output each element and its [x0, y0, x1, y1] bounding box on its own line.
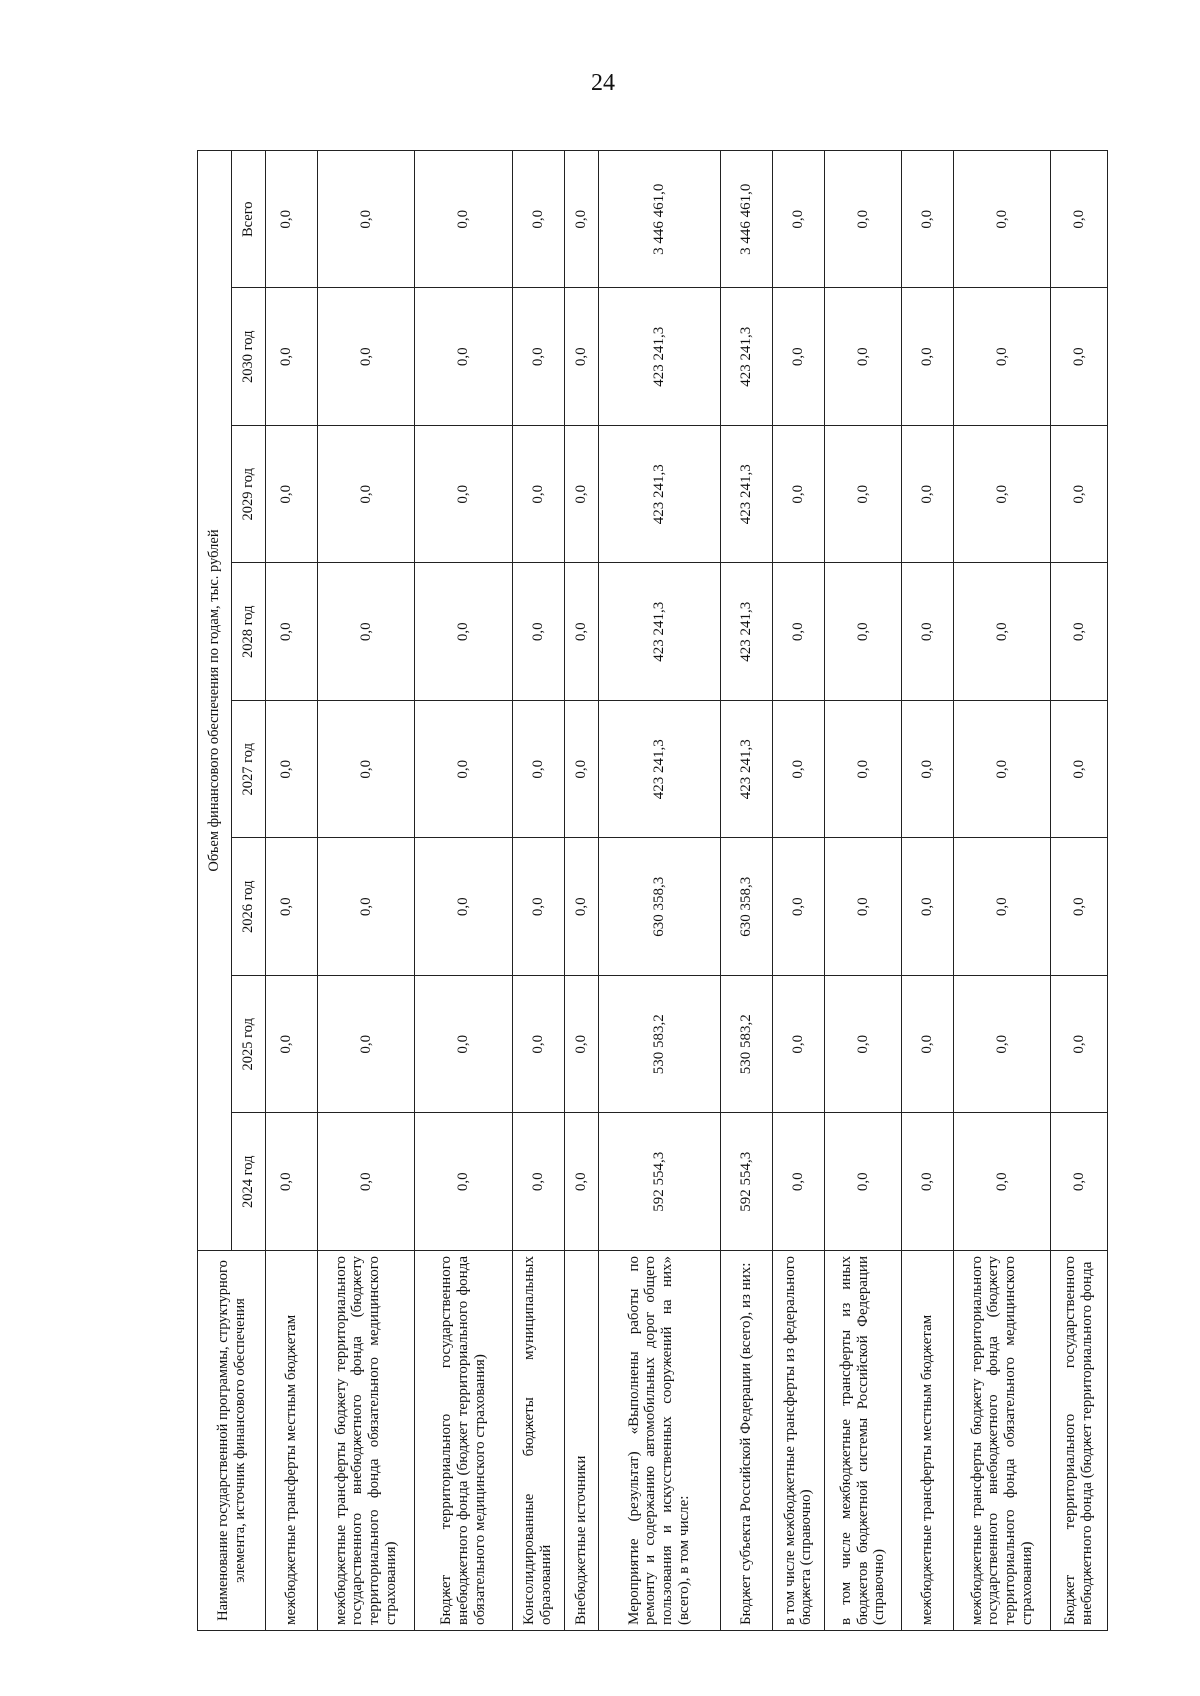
row-value: 530 583,2	[598, 976, 720, 1114]
row-value: 0,0	[266, 701, 318, 839]
row-value: 423 241,3	[598, 426, 720, 564]
row-value: 0,0	[824, 150, 901, 288]
row-value: 423 241,3	[598, 701, 720, 839]
row-value: 0,0	[772, 563, 824, 701]
table-row	[824, 150, 901, 1630]
header-year-2028: 2028 год	[232, 563, 266, 701]
table-row	[318, 150, 415, 1630]
row-name: межбюджетные трансферты бюджету территориального государственного внебюджетного фонда (бюджету территориального фонда обязательного медицинского страхования)	[953, 1251, 1050, 1631]
table-row	[415, 150, 512, 1630]
row-value: 0,0	[415, 563, 512, 701]
row-value: 0,0	[953, 1113, 1050, 1251]
table-row	[1051, 150, 1108, 1630]
row-name: Бюджет территориального государственного внебюджетного фонда (бюджет территориального фонда обязательного медицинского страхования)	[415, 1251, 512, 1631]
row-value: 0,0	[824, 288, 901, 426]
row-value: 0,0	[953, 288, 1050, 426]
row-name: в том числе межбюджетные трансферты из иных бюджетов бюджетной системы Российской Федерации (справочно)	[824, 1251, 901, 1631]
row-value: 0,0	[1051, 288, 1108, 426]
row-value: 0,0	[1051, 1113, 1108, 1251]
row-value: 0,0	[318, 150, 415, 288]
table-row	[772, 150, 824, 1630]
row-value: 0,0	[1051, 701, 1108, 839]
row-value: 0,0	[772, 150, 824, 288]
row-value: 0,0	[512, 150, 564, 288]
row-value: 3 446 461,0	[598, 150, 720, 288]
row-value: 3 446 461,0	[720, 150, 772, 288]
header-year-2025: 2025 год	[232, 976, 266, 1114]
row-name: Консолидированные бюджеты муниципальных образований	[512, 1251, 564, 1631]
header-name-column: Наименование государственной программы, структурного элемента, источник финансового обеспечения	[198, 1251, 266, 1631]
row-value: 0,0	[772, 701, 824, 839]
rotated-table-wrapper	[197, 151, 1108, 1631]
row-value: 0,0	[318, 426, 415, 564]
row-name: межбюджетные трансферты местным бюджетам	[901, 1251, 953, 1631]
row-value: 0,0	[266, 563, 318, 701]
row-value: 0,0	[953, 150, 1050, 288]
row-value: 630 358,3	[598, 838, 720, 976]
row-value: 0,0	[512, 426, 564, 564]
row-value: 0,0	[564, 563, 598, 701]
row-value: 592 554,3	[720, 1113, 772, 1251]
row-value: 0,0	[415, 150, 512, 288]
header-year-2026: 2026 год	[232, 838, 266, 976]
row-value: 423 241,3	[720, 426, 772, 564]
row-value: 0,0	[564, 288, 598, 426]
row-value: 630 358,3	[720, 838, 772, 976]
row-value: 0,0	[953, 976, 1050, 1114]
header-year-2027: 2027 год	[232, 701, 266, 839]
row-value: 0,0	[415, 288, 512, 426]
row-value: 0,0	[824, 563, 901, 701]
header-volume-title: Объем финансового обеспечения по годам, тыс. рублей	[198, 150, 232, 1250]
row-value: 0,0	[564, 838, 598, 976]
row-value: 592 554,3	[598, 1113, 720, 1251]
row-value: 0,0	[266, 288, 318, 426]
row-value: 0,0	[318, 563, 415, 701]
row-value: 0,0	[266, 426, 318, 564]
row-value: 0,0	[564, 976, 598, 1114]
row-value: 423 241,3	[720, 288, 772, 426]
row-value: 0,0	[415, 1113, 512, 1251]
row-value: 0,0	[564, 701, 598, 839]
row-value: 423 241,3	[598, 563, 720, 701]
table-row	[266, 150, 318, 1630]
row-value: 0,0	[512, 563, 564, 701]
row-value: 0,0	[901, 426, 953, 564]
row-value: 0,0	[318, 976, 415, 1114]
row-name: межбюджетные трансферты бюджету территориального государственного внебюджетного фонда (бюджету территориального фонда обязательного медицинского страхования)	[318, 1251, 415, 1631]
row-value: 0,0	[266, 838, 318, 976]
row-value: 530 583,2	[720, 976, 772, 1114]
row-value: 0,0	[1051, 838, 1108, 976]
header-year-2030: 2030 год	[232, 288, 266, 426]
row-value: 0,0	[772, 1113, 824, 1251]
row-value: 0,0	[415, 701, 512, 839]
row-value: 0,0	[318, 288, 415, 426]
row-value: 0,0	[953, 426, 1050, 564]
row-value: 0,0	[824, 426, 901, 564]
row-name: в том числе межбюджетные трансферты из федерального бюджета (справочно)	[772, 1251, 824, 1631]
header-year-2024: 2024 год	[232, 1113, 266, 1251]
row-value: 0,0	[824, 701, 901, 839]
row-value: 423 241,3	[598, 288, 720, 426]
header-total: Всего	[232, 150, 266, 288]
row-value: 0,0	[318, 701, 415, 839]
row-value: 0,0	[772, 838, 824, 976]
row-value: 0,0	[824, 838, 901, 976]
row-value: 0,0	[512, 1113, 564, 1251]
row-value: 0,0	[266, 1113, 318, 1251]
row-value: 0,0	[1051, 150, 1108, 288]
row-name: Внебюджетные источники	[564, 1251, 598, 1631]
row-value: 0,0	[901, 1113, 953, 1251]
table-row	[598, 150, 720, 1630]
row-value: 0,0	[824, 976, 901, 1114]
table-row	[901, 150, 953, 1630]
row-value: 0,0	[415, 426, 512, 564]
row-name: межбюджетные трансферты местным бюджетам	[266, 1251, 318, 1631]
row-value: 0,0	[901, 701, 953, 839]
table-body	[266, 150, 1108, 1630]
row-value: 0,0	[318, 1113, 415, 1251]
table-row	[512, 150, 564, 1630]
row-value: 0,0	[512, 701, 564, 839]
row-value: 0,0	[1051, 563, 1108, 701]
row-value: 423 241,3	[720, 563, 772, 701]
row-value: 0,0	[953, 838, 1050, 976]
row-value: 0,0	[564, 1113, 598, 1251]
row-value: 423 241,3	[720, 701, 772, 839]
row-name: Бюджет субъекта Российской Федерации (всего), из них:	[720, 1251, 772, 1631]
header-year-2029: 2029 год	[232, 426, 266, 564]
row-value: 0,0	[953, 563, 1050, 701]
row-value: 0,0	[266, 150, 318, 288]
row-value: 0,0	[512, 976, 564, 1114]
row-value: 0,0	[772, 288, 824, 426]
row-value: 0,0	[512, 838, 564, 976]
table-row	[564, 150, 598, 1630]
row-value: 0,0	[415, 976, 512, 1114]
row-value: 0,0	[824, 1113, 901, 1251]
row-value: 0,0	[415, 838, 512, 976]
financing-table	[197, 150, 1108, 1631]
row-value: 0,0	[901, 288, 953, 426]
row-value: 0,0	[901, 976, 953, 1114]
row-value: 0,0	[772, 426, 824, 564]
row-value: 0,0	[1051, 976, 1108, 1114]
row-value: 0,0	[512, 288, 564, 426]
row-name: Мероприятие (результат) «Выполнены работы по ремонту и содержанию автомобильных дорог общего пользования и искусственных сооружений на них» (всего), в том числе:	[598, 1251, 720, 1631]
row-name: Бюджет территориального государственного внебюджетного фонда (бюджет территориального фонда	[1051, 1251, 1108, 1631]
page-number	[0, 70, 1200, 97]
row-value: 0,0	[266, 976, 318, 1114]
row-value: 0,0	[901, 838, 953, 976]
page-number-text: 24	[591, 70, 615, 96]
table-row	[953, 150, 1050, 1630]
row-value: 0,0	[564, 426, 598, 564]
row-value: 0,0	[318, 838, 415, 976]
row-value: 0,0	[564, 150, 598, 288]
row-value: 0,0	[901, 150, 953, 288]
row-value: 0,0	[953, 701, 1050, 839]
table-row	[720, 150, 772, 1630]
row-value: 0,0	[901, 563, 953, 701]
row-value: 0,0	[1051, 426, 1108, 564]
row-value: 0,0	[772, 976, 824, 1114]
